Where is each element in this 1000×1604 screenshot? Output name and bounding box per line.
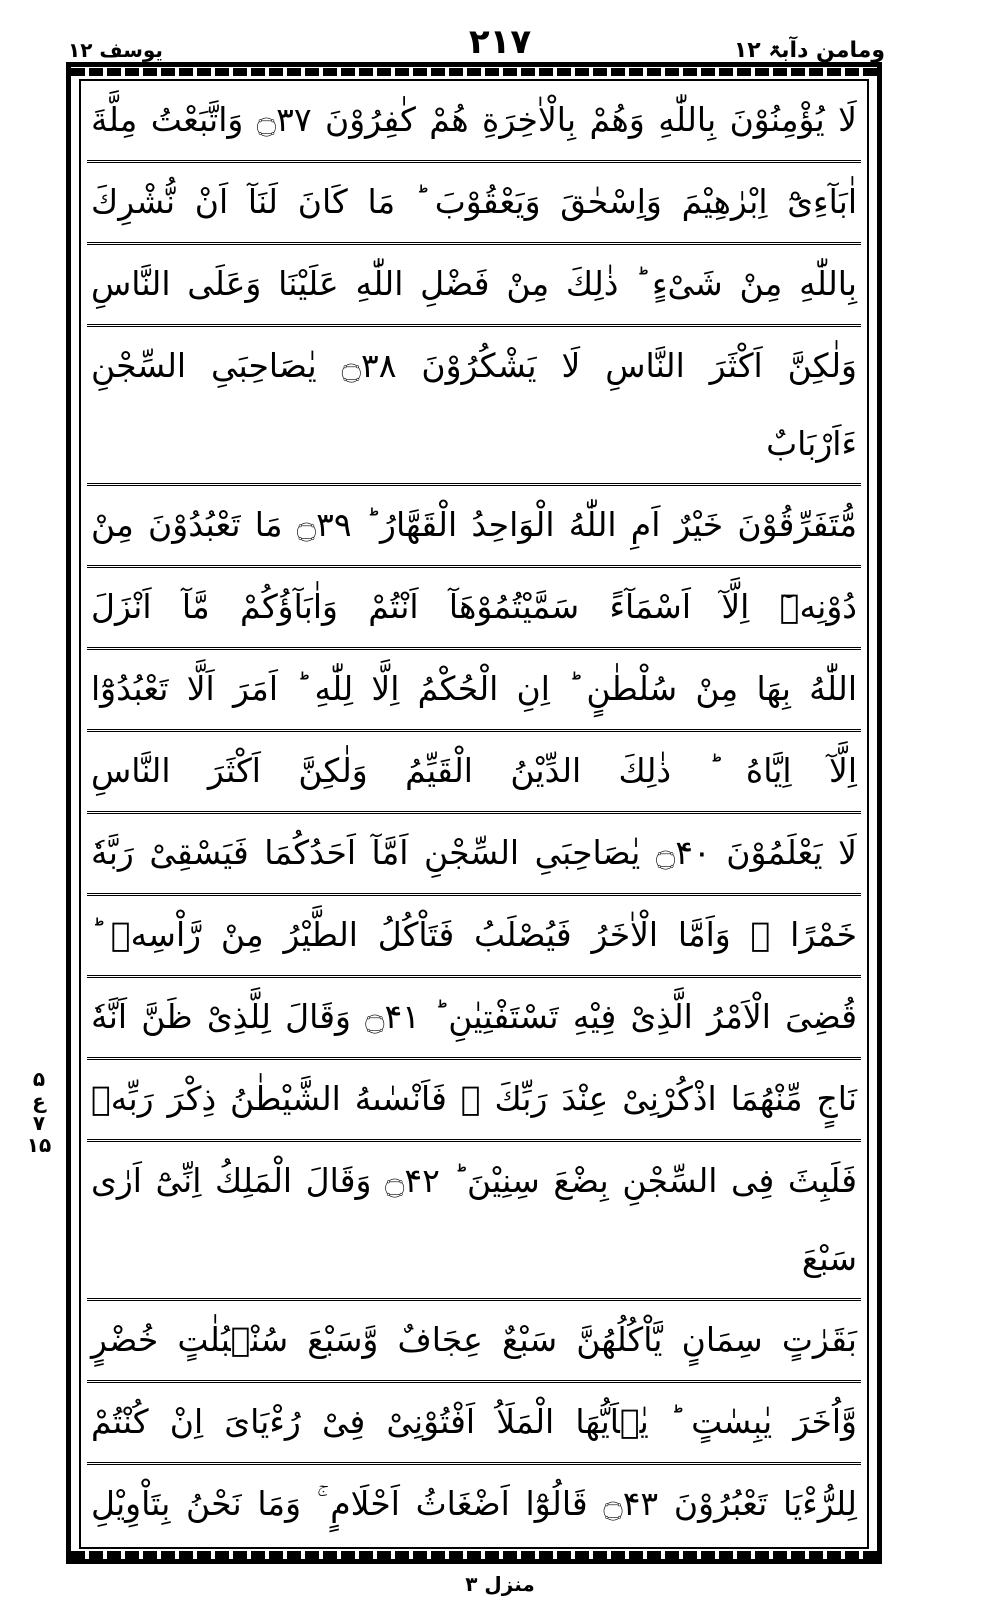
verse-line: بِاللّٰهِ مِنْ شَیْءٍ ؕ ذٰلِكَ مِنْ فَضْلِ اللّٰهِ عَلَیْنَا وَعَلَی النَّاسِ <box>87 245 861 327</box>
verse-line: مُّتَفَرِّقُوْنَ خَیْرٌ اَمِ اللّٰهُ الْوَاحِدُ الْقَهَّارُ ؕ ۝۳۹ مَا تَعْبُدُوْنَ مِنْ <box>87 486 861 568</box>
verse-line: قُضِیَ الْاَمْرُ الَّذِیْ فِیْهِ تَسْتَفْتِیٰنِ ؕ ۝۴۱ وَقَالَ لِلَّذِیْ ظَنَّ اَنَّهٗ <box>87 978 861 1060</box>
ruku-top: ۵ <box>32 1067 46 1091</box>
footer <box>0 1566 1000 1596</box>
bottom-ornament <box>71 1551 877 1559</box>
verse-line: وَّاُخَرَ یٰبِسٰتٍ ؕ یٰۤاَیُّهَا الْمَلَاُ اَفْتُوْنِیْ فِیْ رُءْیَایَ اِنْ كُنْتُمْ <box>87 1383 861 1465</box>
manzil-label: منزل ۳ <box>465 1572 535 1596</box>
verse-line: اِلَّآ اِیَّاهُ ؕ ذٰلِكَ الدِّیْنُ الْقَیِّمُ وَلٰكِنَّ اَكْثَرَ النَّاسِ <box>87 732 861 814</box>
verse-line: لَا یَعْلَمُوْنَ ۝۴۰ یٰصَاحِبَیِ السِّجْنِ اَمَّآ اَحَدُكُمَا فَیَسْقِیْ رَبَّهٗ <box>87 814 861 896</box>
verse-line: اٰبَآءِیْٓ اِبْرٰهِیْمَ وَاِسْحٰقَ وَیَعْقُوْبَ ؕ مَا كَانَ لَنَآ اَنْ نُّشْرِكَ <box>87 163 861 245</box>
verse-line: نَاجٍ مِّنْهُمَا اذْكُرْنِیْ عِنْدَ رَبِّكَ ؗ فَاَنْسٰىهُ الشَّیْطٰنُ ذِكْرَ رَبِّهٖ <box>87 1060 861 1142</box>
verse-line: وَلٰكِنَّ اَكْثَرَ النَّاسِ لَا یَشْكُرُوْنَ ۝۳۸ یٰصَاحِبَیِ السِّجْنِ ءَاَرْبَابٌ <box>87 327 861 486</box>
page-number: ۲۱۷ <box>468 22 532 62</box>
verse-line: لَا يُؤْمِنُوْنَ بِاللّٰهِ وَهُمْ بِالْاٰخِرَةِ هُمْ كٰفِرُوْنَ ۝۳۷ وَاتَّبَعْتُ مِلَّةَ <box>87 81 861 163</box>
top-ornament <box>71 68 877 76</box>
ruku-marker <box>24 1068 54 1156</box>
verse-line: خَمْرًا ۚ وَاَمَّا الْاٰخَرُ فَیُصْلَبُ فَتَاْكُلُ الطَّیْرُ مِنْ رَّاْسِهٖ ؕ <box>87 896 861 978</box>
verse-line: فَلَبِثَ فِی السِّجْنِ بِضْعَ سِنِیْنَ ؕ ۝۴۲ وَقَالَ الْمَلِكُ اِنِّیْٓ اَرٰی سَبْعَ <box>87 1142 861 1301</box>
para-name: ومامن دآبۃ ۱۲ <box>733 38 885 63</box>
verse-line: بَقَرٰتٍ سِمَانٍ یَّاْكُلُهُنَّ سَبْعٌ عِجَافٌ وَّسَبْعَ سُنْۢبُلٰتٍ خُضْرٍ <box>87 1301 861 1383</box>
text-body <box>79 79 869 1549</box>
verse-line: لِلرُّءْیَا تَعْبُرُوْنَ ۝۴۳ قَالُوْٓا اَضْغَاثُ اَحْلَامٍ ۚ وَمَا نَحْنُ بِتَاْوِیْلِ <box>91 1484 857 1523</box>
verse-line: اللّٰهُ بِهَا مِنْ سُلْطٰنٍ ؕ اِنِ الْحُكْمُ اِلَّا لِلّٰهِ ؕ اَمَرَ اَلَّا تَعْبُدُوْٓا <box>87 650 861 732</box>
verse-line: دُوْنِهٖٓ اِلَّآ اَسْمَآءً سَمَّیْتُمُوْهَآ اَنْتُمْ وَاٰبَآؤُكُمْ مَّآ اَنْزَلَ <box>87 568 861 650</box>
ruku-bottom: ۱۵ <box>26 1133 52 1157</box>
page-frame <box>66 62 882 1564</box>
surah-name: یوسف ۱۲ <box>68 38 163 62</box>
ruku-low: ۷ <box>32 1111 46 1135</box>
ruku-mid: ع <box>32 1089 46 1113</box>
